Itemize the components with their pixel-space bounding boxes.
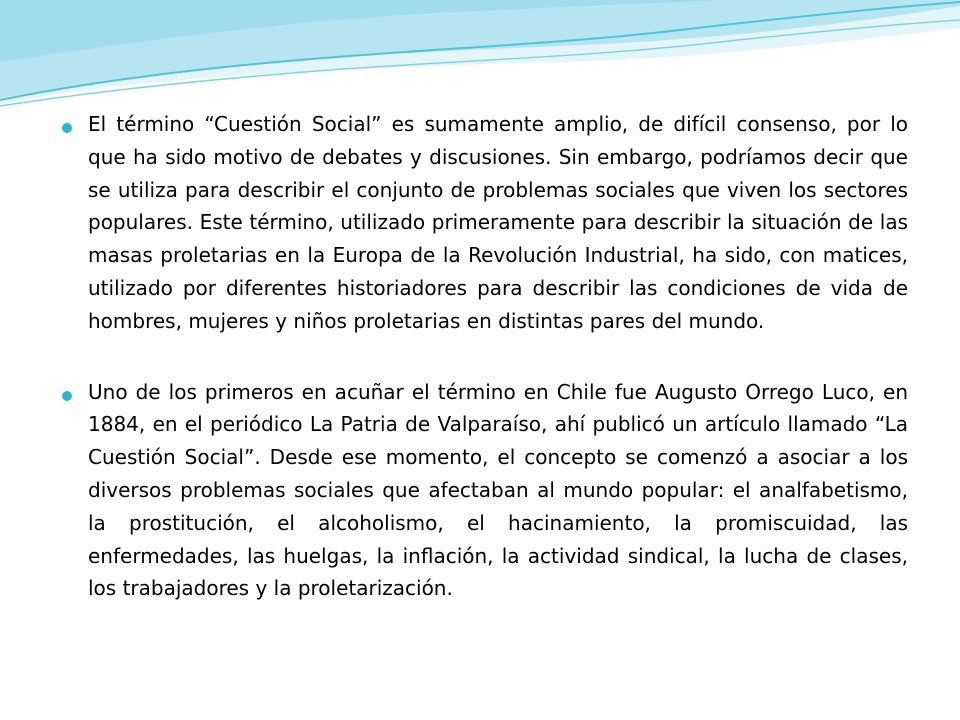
bullet-text: Uno de los primeros en acuñar el término en Chile fue Augusto Orrego Luco, en 1884, en el periódico La Patria de Valparaíso, ahí publicó un artículo llamado “La Cuestión Social”. Desde ese momento, el concepto se comenzó a asociar a los diversos problemas sociales que afectaban al mundo popular: el analfabetismo, la prostitución, el alcoholismo, el hacinamiento, la promiscuidad, las enfermedades, las huelgas, la inflación, la actividad sindical, la lucha de clases, los trabajadores y la proletarización. bbox=[88, 379, 908, 601]
bullet-text: El término “Cuestión Social” es sumamente amplio, de difícil consenso, por lo que ha sido motivo de debates y discusiones. Sin embargo, podríamos decir que se utiliza para describir el conjunto de problemas sociales que viven los sectores populares. Este término, utilizado primeramente para describir la situación de las masas proletarias en la Europa de la Revolución Industrial, ha sido, con matices, utilizado por diferentes historiadores para describir las condiciones de vida de hombres, mujeres y niños proletarias en distintas pares del mundo. bbox=[88, 112, 908, 333]
bullet-dot-icon bbox=[62, 123, 72, 133]
bullet-item-orrego-luco bbox=[62, 376, 908, 606]
bullet-list bbox=[62, 108, 908, 643]
wave-header-decoration bbox=[0, 0, 960, 120]
bullet-item-cuestion-social bbox=[62, 108, 908, 338]
bullet-dot-icon bbox=[62, 391, 72, 401]
